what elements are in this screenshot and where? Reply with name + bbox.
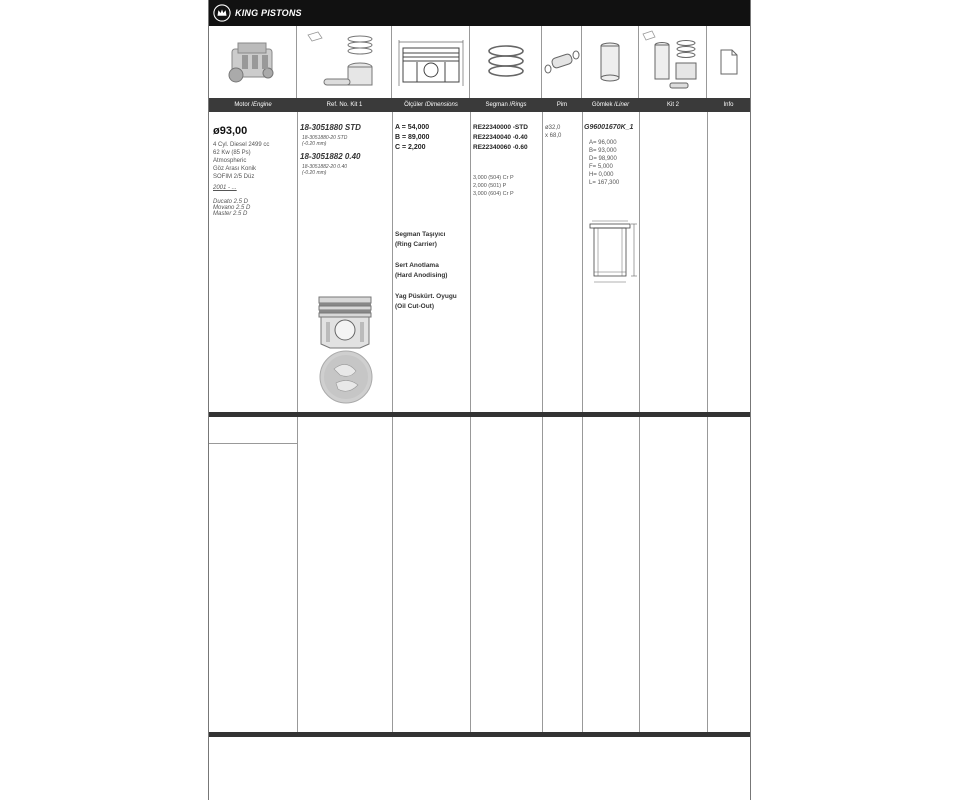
row-separator-thin: [209, 443, 297, 444]
pin-diameter: ø32,0: [545, 125, 561, 131]
col-header-kit2: Kit 2: [666, 102, 679, 108]
liner-spec: F= 5,000: [589, 164, 613, 170]
liner-spec: H= 0,000: [589, 172, 614, 178]
engine-bore: ø93,00: [213, 125, 248, 137]
feature-ring-carrier: Segman Taşıyıcı: [395, 231, 446, 238]
vehicle-model: Movano 2.5 D: [213, 205, 251, 211]
kit2-icon-cell: [639, 26, 707, 98]
column-divider: [470, 112, 471, 732]
row-separator: [209, 732, 750, 737]
column-divider: [582, 112, 583, 732]
ring-spec: 3,000 (604) Cr P: [473, 191, 514, 197]
liner-spec: D= 98,900: [589, 156, 617, 162]
engine-spec-line: 62 Kw (85 Ps): [213, 150, 251, 156]
engine-spec-line: Atmospheric: [213, 158, 247, 164]
ref-sub-std-note: (-0.20 mm): [302, 141, 327, 147]
rings-icon-cell: [470, 26, 542, 98]
liner-spec: A= 96,000: [589, 140, 617, 146]
column-header-bar: [209, 98, 750, 112]
col-header-liner: Gömlek / Liner: [591, 102, 630, 108]
column-divider: [392, 112, 393, 732]
brand-logo: [213, 3, 302, 23]
col-header-info: Info: [723, 102, 734, 108]
col-header-ref: Ref. No. Kit 1: [326, 102, 363, 108]
piston-dimensions-icon: [393, 32, 469, 92]
engine-icon-cell: [209, 26, 297, 98]
column-divider: [639, 112, 640, 732]
dimension-b: B = 89,000: [395, 134, 430, 141]
full-kit-icon: [640, 29, 706, 95]
col-header-pin: Pim: [556, 102, 568, 108]
ref-number-std: 18-3051880 STD: [300, 123, 361, 132]
engine-year: 2001 - ...: [213, 185, 237, 191]
info-icon-cell: [707, 26, 750, 98]
pin-icon: [543, 47, 581, 77]
engine-spec-line: SOFIM 2/5 Düz: [213, 174, 255, 180]
piston-crown-image: [316, 349, 376, 405]
feature-ring-carrier-en: (Ring Carrier): [395, 241, 437, 248]
dimension-c: C = 2,200: [395, 144, 426, 151]
liner-icon: [595, 40, 625, 84]
ring-ref-040: RE22340040 -0.40: [473, 134, 528, 141]
engine-spec-line: 4 Cyl. Diesel 2499 cc: [213, 142, 270, 148]
header-bar-brand: [209, 0, 750, 26]
feature-hard-anodising-en: (Hard Anodising): [395, 272, 448, 279]
engine-spec-line: Göz Arası Konik: [213, 166, 257, 172]
col-header-motor: Motor / Engine: [234, 102, 272, 108]
feature-oil-cutout: Yag Püskürt. Oyugu: [395, 293, 457, 300]
ref-sub-std: 18-3051880-20 STD: [302, 135, 348, 141]
col-header-dimensions: Ölçüler / Dimensions: [404, 102, 458, 108]
dimension-a: A = 54,000: [395, 124, 430, 131]
ring-spec: 3,000 (504) Cr P: [473, 175, 514, 181]
col-header-rings: Segman / Rings: [485, 102, 527, 108]
liner-ref: G96001670K_1: [584, 124, 634, 131]
liner-spec: L= 167,300: [589, 180, 620, 186]
feature-hard-anodising: Sert Anotlama: [395, 262, 439, 269]
icons-row: [209, 26, 750, 98]
catalog-sheet: [208, 0, 751, 800]
ref-sub-040: 18-3051882-20 0.40: [302, 164, 348, 170]
rings-icon: [481, 39, 531, 85]
dimensions-icon-cell: [392, 26, 470, 98]
liner-drawing: [586, 218, 638, 286]
kit1-icon-cell: [297, 26, 392, 98]
ring-spec: 2,000 (501) P: [473, 183, 507, 189]
column-divider: [297, 112, 298, 732]
document-icon: [719, 49, 739, 75]
pin-length: x 68,0: [545, 133, 562, 139]
ring-ref-std: RE22340000 -STD: [473, 124, 528, 131]
column-divider: [707, 112, 708, 732]
liner-icon-cell: [582, 26, 639, 98]
crown-icon: [213, 4, 231, 22]
engine-icon: [218, 35, 288, 90]
ring-ref-060: RE22340060 -0.60: [473, 144, 528, 151]
feature-oil-cutout-en: (Oil Cut-Out): [395, 303, 434, 310]
ref-number-040: 18-3051882 0.40: [300, 152, 361, 161]
row-separator: [209, 412, 750, 417]
piston-side-image: [316, 294, 374, 350]
vehicle-model: Ducato 2.5 D: [213, 199, 249, 205]
piston-kit-icon: [304, 29, 384, 95]
vehicle-model: Master 2.5 D: [213, 211, 248, 217]
column-divider: [542, 112, 543, 732]
pin-icon-cell: [542, 26, 582, 98]
ref-sub-040-note: (-0.20 mm): [302, 170, 327, 176]
liner-spec: B= 93,000: [589, 148, 617, 154]
brand-name: KING PISTONS: [235, 8, 302, 18]
